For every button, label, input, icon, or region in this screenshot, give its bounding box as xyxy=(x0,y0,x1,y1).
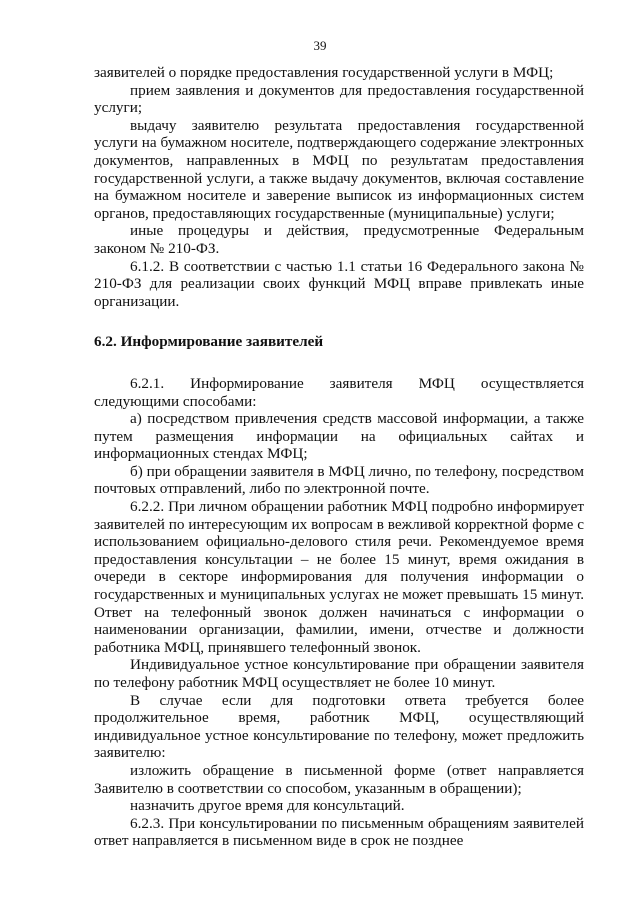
paragraph: б) при обращении заявителя в МФЦ лично, по телефону, посредством почтовых отправлений, либо по электронной почте. xyxy=(94,462,584,498)
paragraph: В случае если для подготовки ответа требуется более продолжительное время, работник МФЦ, осуществляющий индивидуальное устное консультирование по телефону, может предложить заявителю: xyxy=(94,691,584,762)
paragraph: изложить обращение в письменной форме (ответ направляется Заявителю в соответствии со способом, указанным в обращении); xyxy=(94,761,584,797)
paragraph: а) посредством привлечения средств массовой информации, а также путем размещения информации на официальных сайтах и информационных стендах МФЦ; xyxy=(94,410,584,463)
document-body xyxy=(94,64,584,850)
paragraph: 6.2.1. Информирование заявителя МФЦ осуществляется следующими способами: xyxy=(94,374,584,410)
paragraph: выдачу заявителю результата предоставления государственной услуги на бумажном носителе, подтверждающего содержание электронных документов, направленных в МФЦ по результатам предоставления государственной услуги, а также выдачу документов, включая составление на бумажном носителе и заверение выписок из информационных систем органов, предоставляющих государственные (муниципальные) услуги; xyxy=(94,116,584,222)
paragraph: 6.2.2. При личном обращении работник МФЦ подробно информирует заявителей по интересующим их вопросам в вежливой корректной форме с использованием официально-делового стиля речи. Рекомендуемое время предоставления консультации – не более 15 минут, время ожидания в очереди в секторе информирования для получения информации о государственных и муниципальных услугах не может превышать 15 минут. Ответ на телефонный звонок должен начинаться с информации о наименовании организации, фамилии, имени, отчестве и должности работника МФЦ, принявшего телефонный звонок. xyxy=(94,498,584,656)
paragraph: Индивидуальное устное консультирование при обращении заявителя по телефону работник МФЦ осуществляет не более 10 минут. xyxy=(94,656,584,691)
paragraph: заявителей о порядке предоставления государственной услуги в МФЦ; xyxy=(94,64,554,81)
paragraph: прием заявления и документов для предоставления государственной услуги; xyxy=(94,81,584,117)
paragraph: назначить другое время для консультаций. xyxy=(130,797,405,815)
paragraph: 6.2.3. При консультировании по письменным обращениям заявителей ответ направляется в письменном виде в срок не позднее xyxy=(94,814,584,850)
section-heading: 6.2. Информирование заявителей xyxy=(94,333,324,351)
paragraph: иные процедуры и действия, предусмотренные Федеральным законом № 210-ФЗ. xyxy=(94,222,584,257)
paragraph: 6.1.2. В соответствии с частью 1.1 статьи 16 Федерального закона № 210-ФЗ для реализации своих функций МФЦ вправе привлекать иные организации. xyxy=(94,257,584,310)
page-number: 39 xyxy=(313,38,327,53)
